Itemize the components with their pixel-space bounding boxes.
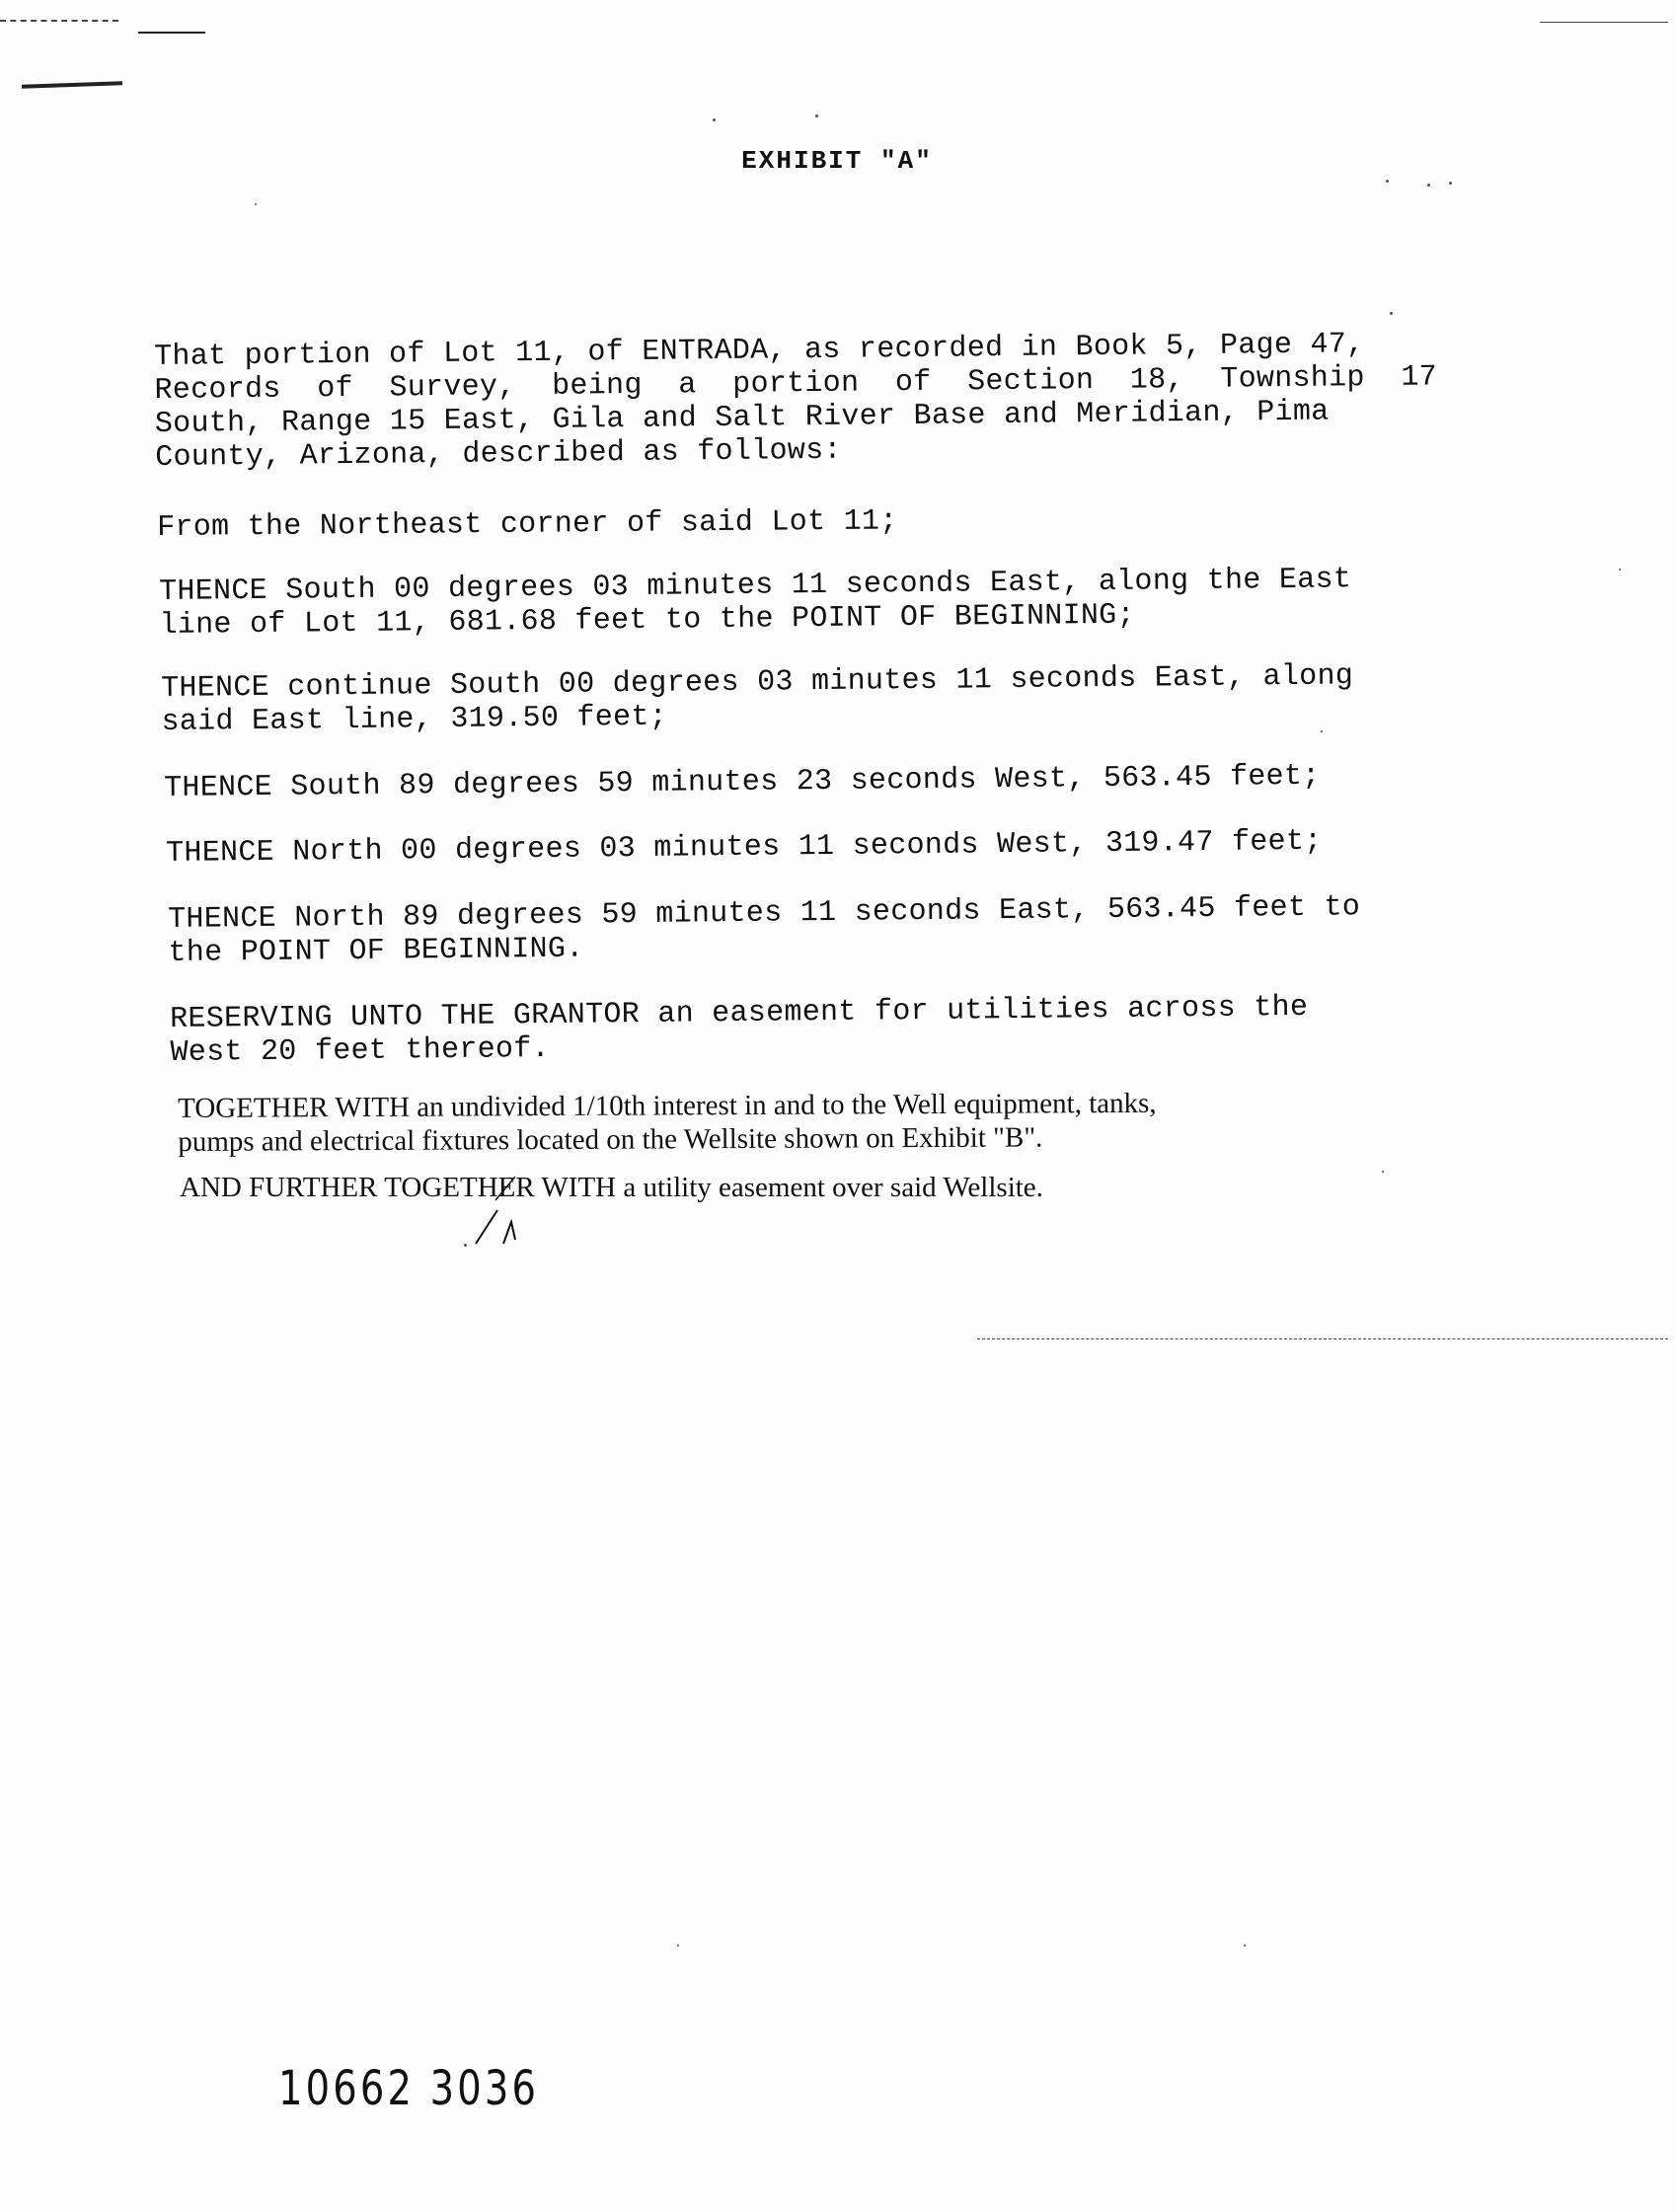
further-together-clause: AND FURTHER TOGETHER WITH a utility easement over said Wellsite. — [180, 1172, 1043, 1203]
easement-reservation: RESERVING UNTO THE GRANTOR an easement for utilities across the West 20 feet thereof. — [170, 990, 1309, 1070]
legal-description-course-5: THENCE North 89 degrees 59 minutes 11 seconds East, 563.45 feet to the POINT OF BEGINNING. — [168, 890, 1361, 970]
scan-mark-left — [22, 81, 122, 89]
legal-description-course-2: THENCE continue South 00 degrees 03 minutes 11 seconds East, along said East line, 319.50 feet; — [161, 659, 1354, 739]
legal-description-course-3: THENCE South 89 degrees 59 minutes 23 seconds West, 563.45 feet; — [164, 759, 1321, 805]
legal-description-course-1: THENCE South 00 degrees 03 minutes 11 seconds East, along the East line of Lot 11, 681.68 feet to the POINT OF BEGINNING; — [159, 563, 1352, 643]
speck — [1321, 730, 1323, 732]
speck — [713, 118, 716, 121]
speck — [815, 114, 818, 117]
speck — [255, 203, 257, 205]
speck — [1244, 1945, 1246, 1946]
scan-mark-top-left — [0, 20, 118, 22]
speck — [677, 1945, 679, 1946]
speck — [1382, 1171, 1384, 1173]
speck — [1390, 312, 1393, 315]
recording-number: 10662 3036 — [278, 2061, 540, 2116]
speck — [1386, 180, 1389, 183]
scan-mark-top-right — [1540, 22, 1668, 23]
scan-mark-mid-right — [977, 1338, 1668, 1339]
speck — [1619, 569, 1621, 571]
speck — [1427, 184, 1430, 187]
exhibit-title: EXHIBIT "A" — [741, 146, 933, 176]
legal-description-start: From the Northeast corner of said Lot 11; — [157, 504, 898, 545]
legal-description-course-4: THENCE North 00 degrees 03 minutes 11 seconds West, 319.47 feet; — [166, 824, 1323, 871]
legal-description-intro: That portion of Lot 11, of ENTRADA, as recorded in Book 5, Page 47, Records of Survey, being a portion of Section 18, Township 17 South, Range 15 East, Gila and Salt River Base and Meridian, Pima County, Arizona, described as follows: — [154, 328, 1438, 475]
scan-mark-top-left-2 — [138, 32, 205, 34]
speck — [1449, 182, 1452, 185]
handwritten-initials — [456, 1175, 545, 1254]
together-with-clause: TOGETHER WITH an undivided 1/10th interest in and to the Well equipment, tanks, pumps and electrical fixtures located on the Wellsite shown on Exhibit "B". — [178, 1087, 1157, 1158]
